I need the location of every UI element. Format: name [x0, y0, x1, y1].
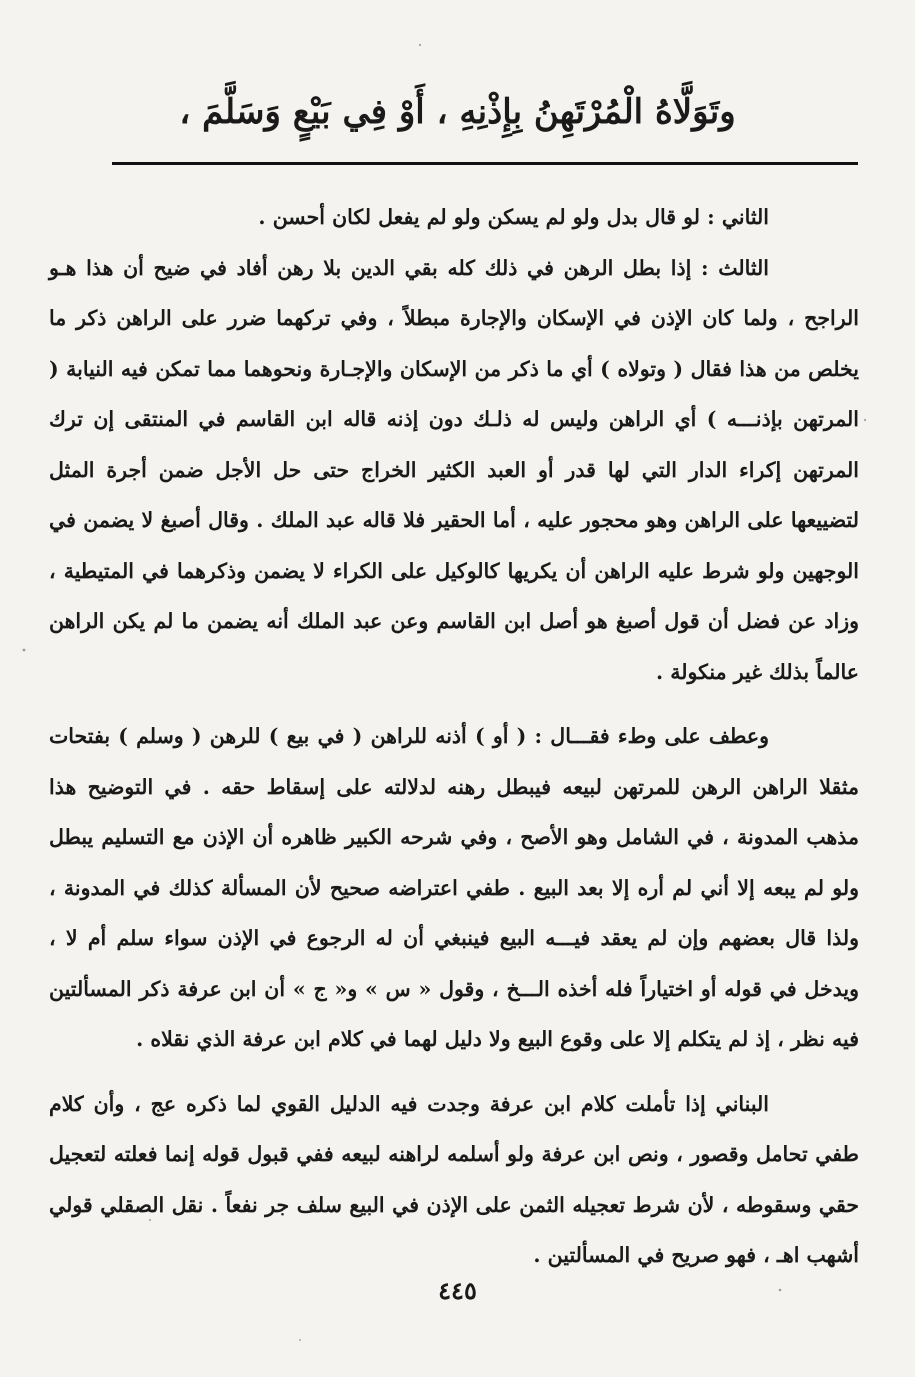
header-divider: [112, 162, 858, 165]
paragraph-4: البناني إذا تأملت كلام ابن عرفة وجدت فيه الدليل القوي لما ذكره عج ، وأن كلام طفي تحامل وقصور ، ونص ابن عرفة ولو أسلمه لراهنه لبيعه ففي قبول قوله إنما فعلته لتعجيل حقي وسقوطه ، لأن شرط تعجيله الثمن على الإذن في البيع سلف جر نفعاً . نقل الصقلي قولي أشهب اهـ ، فهو صريح في المسألتين .: [49, 1091, 859, 1267]
body-text: [49, 192, 859, 1281]
paragraph-2: الثالث : إذا بطل الرهن في ذلك كله بقي الدين بلا رهن أفاد في ضيح أن هذا هـو الراجح ، ولما كان الإذن في الإسكان والإجارة مبطلاً ، وفي تركهما ضرر على الراهن ذكر ما يخلص من هذا فقال ( وتولاه ) أي ما ذكر من الإسكان والإجـارة ونحوهما مما تمكن فيه النيابة ( المرتهن بإذنـــه ) أي الراهن وليس له ذلـك دون إذنه قاله ابن القاسم في المنتقى إن ترك المرتهن إكراء الدار التي لها قدر أو العبد الكثير الخراج حتى حل الأجل ضمن أجرة المثل لتضييعها على الراهن وهو محجور عليه ، أما الحقير فلا قاله عبد الملك . وقال أصبغ لا يضمن في الوجهين ولو شرط عليه الراهن أن يكريها كالوكيل على الكراء لا يضمن وذكرهما في المتيطية ، وزاد عن فضل أن قول أصبغ هو أصل ابن القاسم وعن عبد الملك أنه يضمن ما لم يكن الراهن عالماً بذلك غير منكولة .: [49, 255, 859, 684]
page-header-title: وتَوَلَّاهُ الْمُرْتَهِنُ بِإِذْنِهِ ، أَوْ فِي بَيْعٍ وَسَلَّمَ ،: [179, 92, 736, 132]
paragraph-3: وعطف على وطء فقـــال : ( أو ) أذنه للراهن ( في بيع ) للرهن ( وسلم ) بفتحات مثقلا الراهن الرهن للمرتهن لبيعه فيبطل رهنه لدلالته على إسقاط حقه . في التوضيح هذا مذهب المدونة ، في الشامل وهو الأصح ، وفي شرحه الكبير ظاهره أن الإذن مع التسليم يبطل ولو لم يبعه إلا أني لم أره إلا بعد البيع . طفي اعتراضه صحيح لأن المسألة كذلك في المدونة ، ولذا قال بعضهم وإن لم يعقد فيـــه البيع فينبغي أن له الرجوع في الإذن سواء سلم أم لا ، ويدخل في قوله أو اختياراً فله أخذه الـــخ ، وقول « س » و« ج » أن ابن عرفة ذكر المسألتين فيه نظر ، إذ لم يتكلم إلا على وقوع البيع ولا دليل لهما في كلام ابن عرفة الذي نقلاه .: [49, 724, 859, 1051]
page-number: ٤٤٥: [438, 1276, 477, 1305]
paragraph-1: الثاني : لو قال بدل ولو لم يسكن ولو لم يفعل لكان أحسن .: [258, 205, 769, 229]
